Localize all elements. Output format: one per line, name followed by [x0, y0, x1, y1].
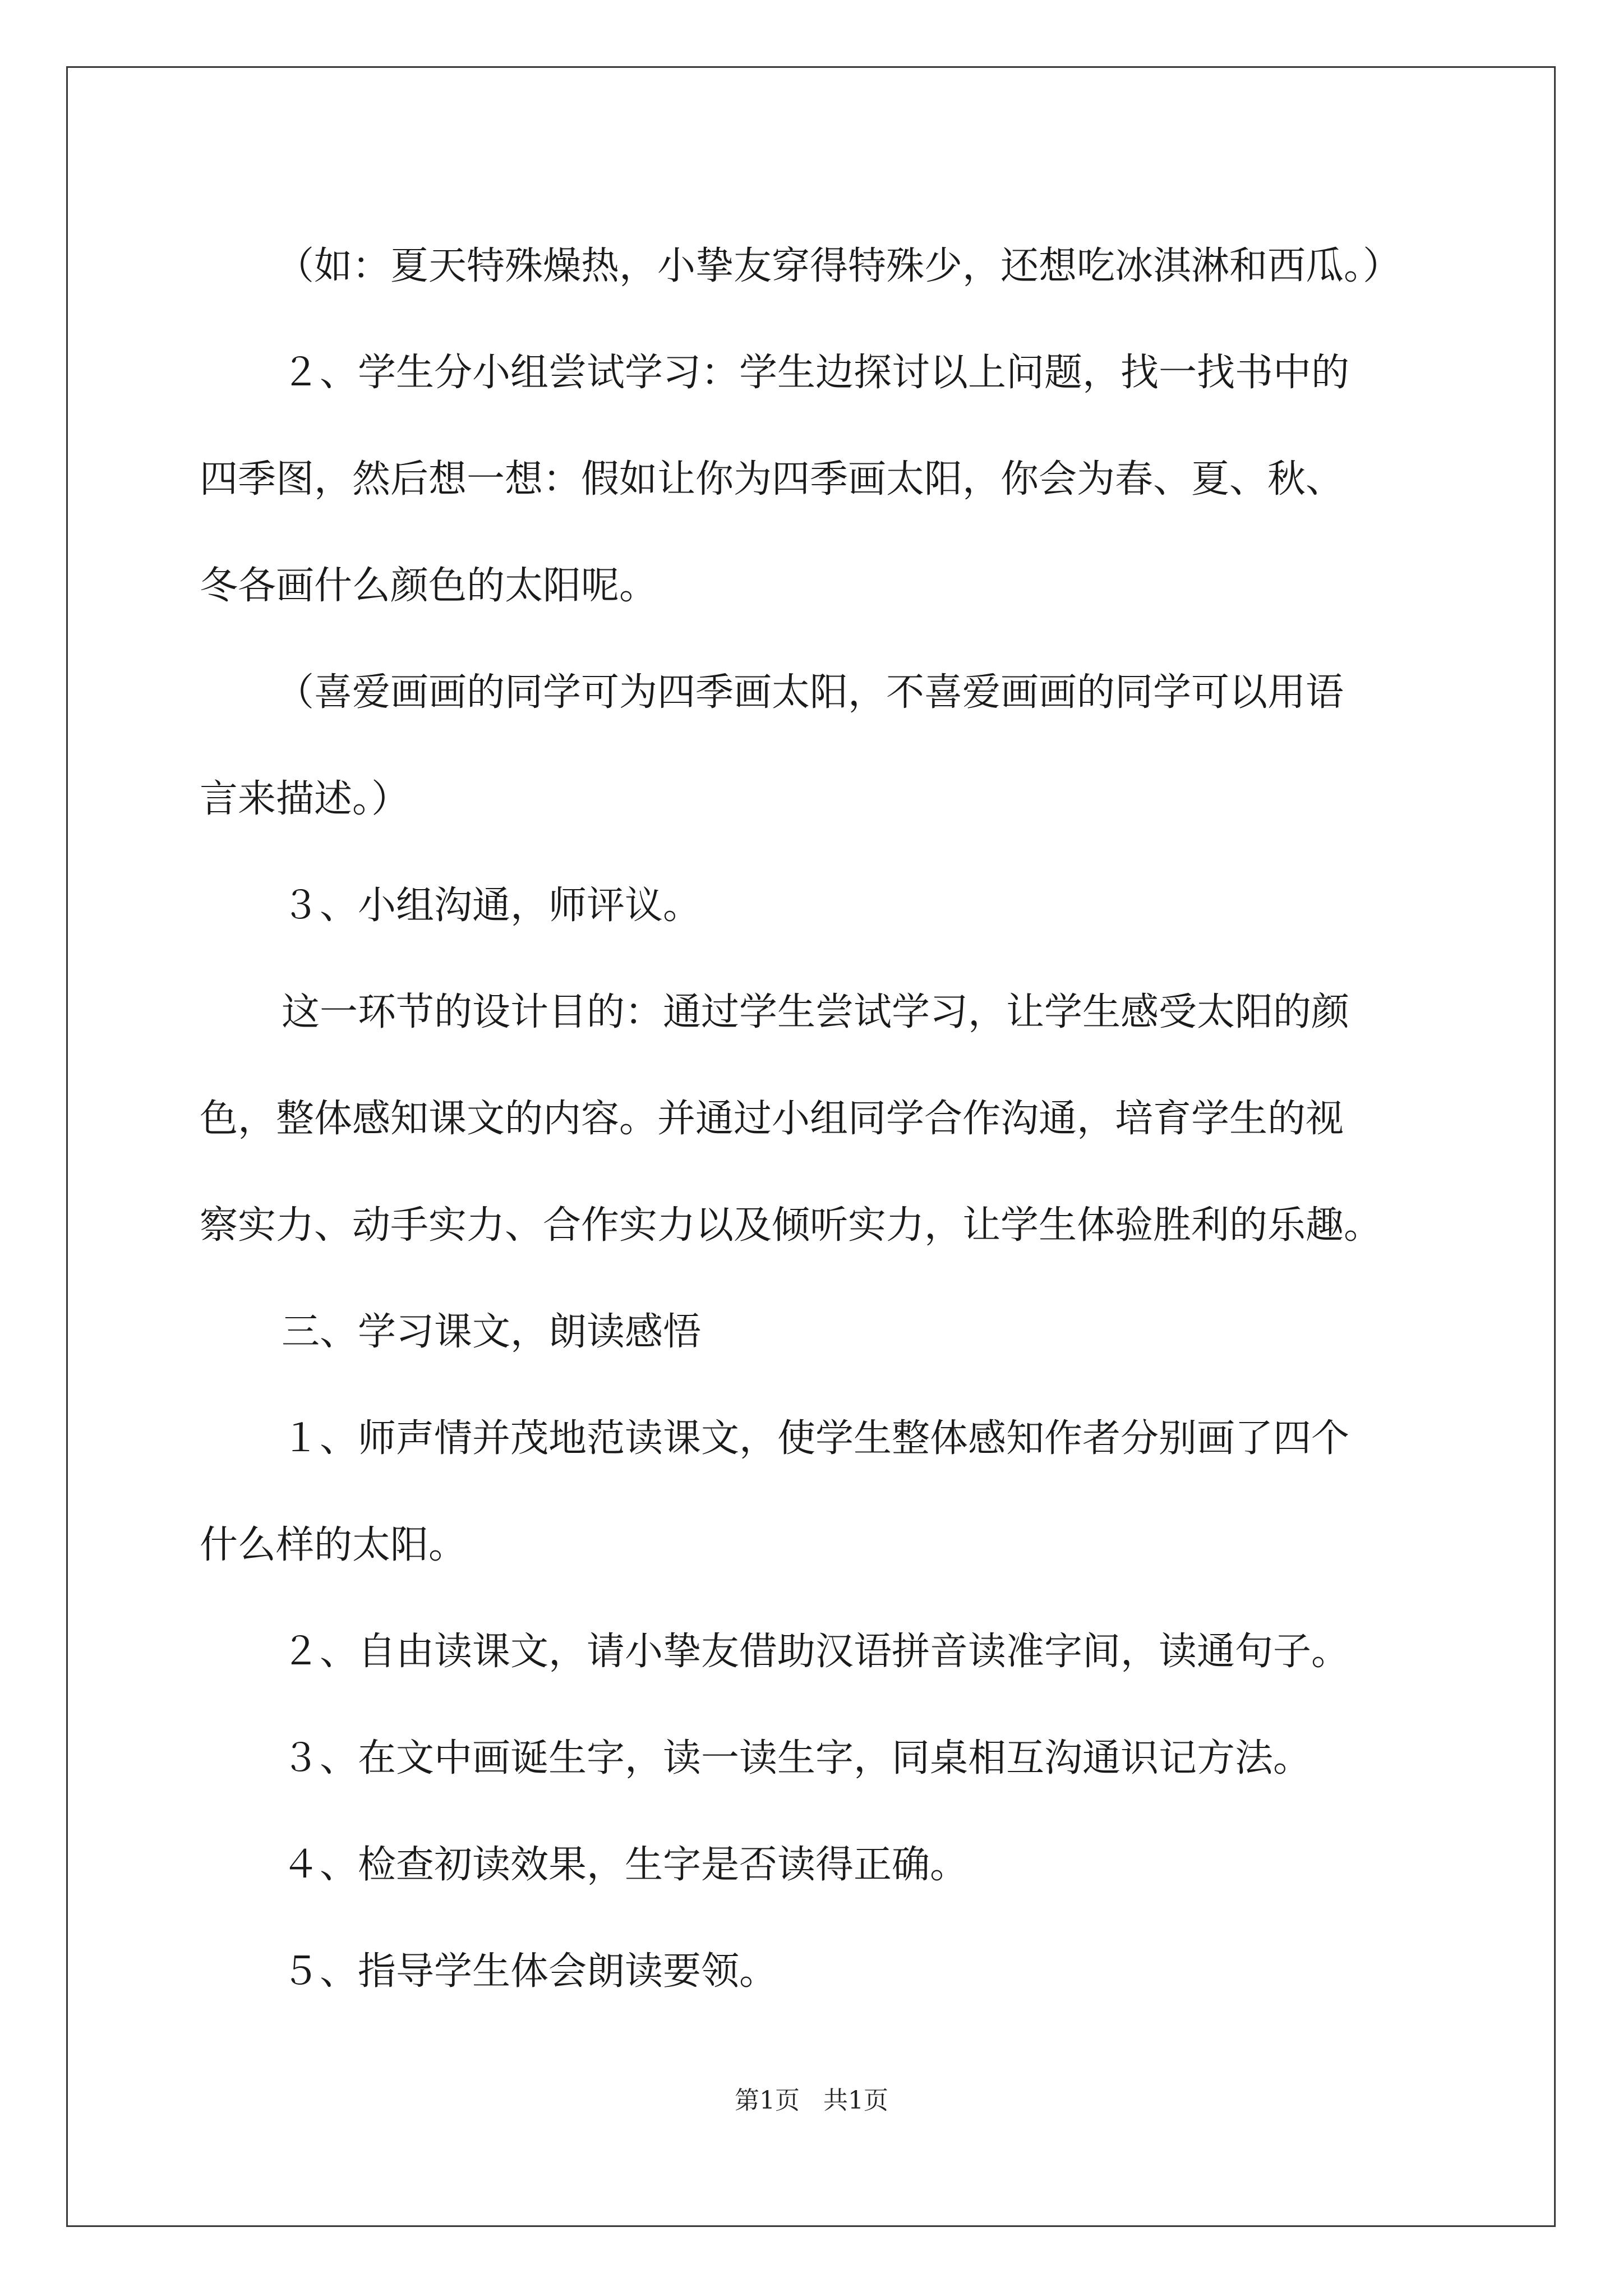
text-line: 察实力、动手实力、合作实力以及倾听实力，让学生体验胜利的乐趣。 [200, 1203, 1382, 1248]
paragraph-step-5-guidance: ５、指导学生体会朗读要领。 [282, 1949, 778, 1994]
page-total: 共1页 [823, 2086, 888, 2115]
page-footer [0, 2080, 1623, 2116]
paragraph-step-3-exchange: ３、小组沟通，师评议。 [282, 884, 702, 928]
paragraph-design-purpose [200, 959, 1422, 1279]
text-line: １、师声情并茂地范读课文，使学生整体感知作者分别画了四个 [282, 1416, 1350, 1461]
text-line: 冬各画什么颜色的太阳呢。 [200, 564, 658, 608]
page-number: 第1页 [735, 2086, 800, 2115]
paragraph-step-4-check: ４、检查初读效果，生字是否读得正确。 [282, 1843, 969, 1887]
paragraph-example-summer: （如：夏天特殊燥热，小挚友穿得特殊少，还想吃冰淇淋和西瓜。） [276, 244, 1401, 288]
text-line: （喜爱画画的同学可为四季画太阳，不喜爱画画的同学可以用语 [276, 670, 1344, 715]
text-line: ２、学生分小组尝试学习：学生边探讨以上问题，找一找书中的 [282, 351, 1350, 395]
text-line: 四季图，然后想一想：假如让你为四季画太阳，你会为春、夏、秋、 [200, 457, 1344, 501]
text-line: 色，整体感知课文的内容。并通过小组同学合作沟通，培育学生的视 [200, 1097, 1344, 1141]
section-heading-three: 三、学习课文，朗读感悟 [282, 1310, 702, 1354]
text-line: 这一环节的设计目的：通过学生尝试学习，让学生感受太阳的颜 [282, 990, 1350, 1034]
paragraph-drawing-note [200, 639, 1422, 853]
paragraph-step-2-group-study [200, 320, 1422, 639]
text-line: 什么样的太阳。 [200, 1523, 467, 1567]
text-line: 言来描述。） [200, 777, 410, 821]
paragraph-step-2-free-reading: ２、自由读课文，请小挚友借助汉语拼音读准字间，读通句子。 [282, 1630, 1350, 1674]
document-body [200, 213, 1422, 2025]
paragraph-step-1-model-reading [200, 1386, 1422, 1599]
paragraph-step-3-new-words: ３、在文中画诞生字，读一读生字，同桌相互沟通识记方法。 [282, 1736, 1312, 1780]
